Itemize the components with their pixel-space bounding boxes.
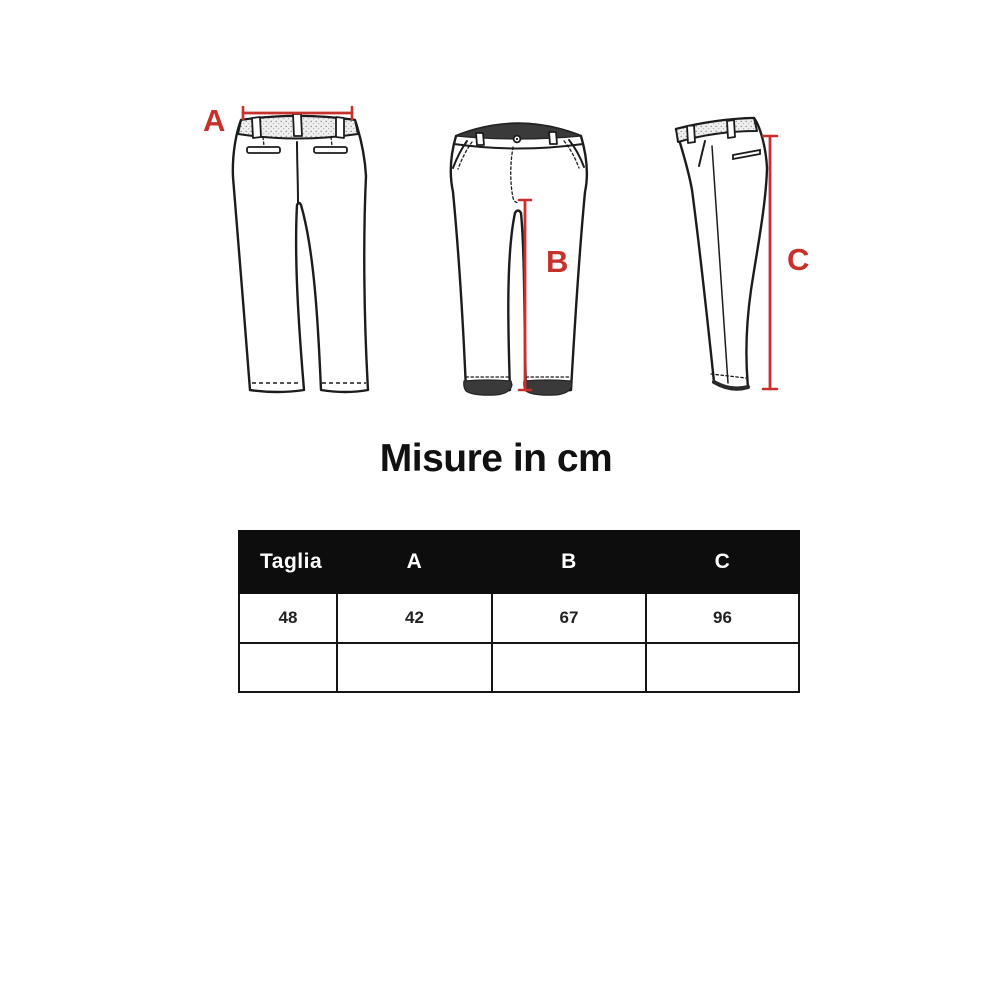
page-title: Misure in cm	[379, 437, 613, 480]
size-table	[238, 530, 800, 693]
belt-loop	[476, 133, 484, 145]
column-header-taglia: Taglia	[239, 531, 337, 593]
cell-b-value: 67	[492, 593, 646, 643]
cell-empty	[646, 643, 799, 692]
cell-a-value: 42	[337, 593, 492, 643]
belt-loop	[687, 125, 695, 143]
hem-opening-dark	[464, 380, 512, 395]
measure-label-c: C	[787, 242, 810, 277]
back-view-silhouette	[233, 116, 368, 392]
front-view-drawing	[451, 124, 587, 396]
column-header-c: C	[646, 531, 799, 593]
cell-empty	[239, 643, 337, 692]
belt-loop	[336, 117, 344, 138]
side-view-drawing	[676, 118, 809, 389]
size-row-48	[239, 593, 799, 643]
measure-label-a: A	[203, 103, 226, 138]
cell-empty	[492, 643, 646, 692]
empty-row	[239, 643, 799, 692]
cell-empty	[337, 643, 492, 692]
back-pocket-welt	[314, 147, 347, 153]
measure-label-b: B	[546, 244, 569, 279]
belt-loop	[727, 120, 735, 138]
hem-opening-dark	[524, 380, 572, 395]
belt-loop	[293, 114, 302, 136]
pants-measurement-diagram	[0, 0, 1000, 430]
side-view-silhouette	[676, 118, 767, 389]
cell-taglia-value: 48	[239, 593, 337, 643]
cell-c-value: 96	[646, 593, 799, 643]
belt-loop	[252, 117, 261, 138]
column-header-a: A	[337, 531, 492, 593]
size-table-header-row	[239, 531, 799, 593]
column-header-b: B	[492, 531, 646, 593]
center-back-seam	[297, 142, 298, 203]
belt-loop	[549, 132, 557, 144]
back-pocket-welt	[247, 147, 280, 153]
waist-button-center	[516, 138, 518, 140]
back-view-drawing	[203, 103, 368, 392]
